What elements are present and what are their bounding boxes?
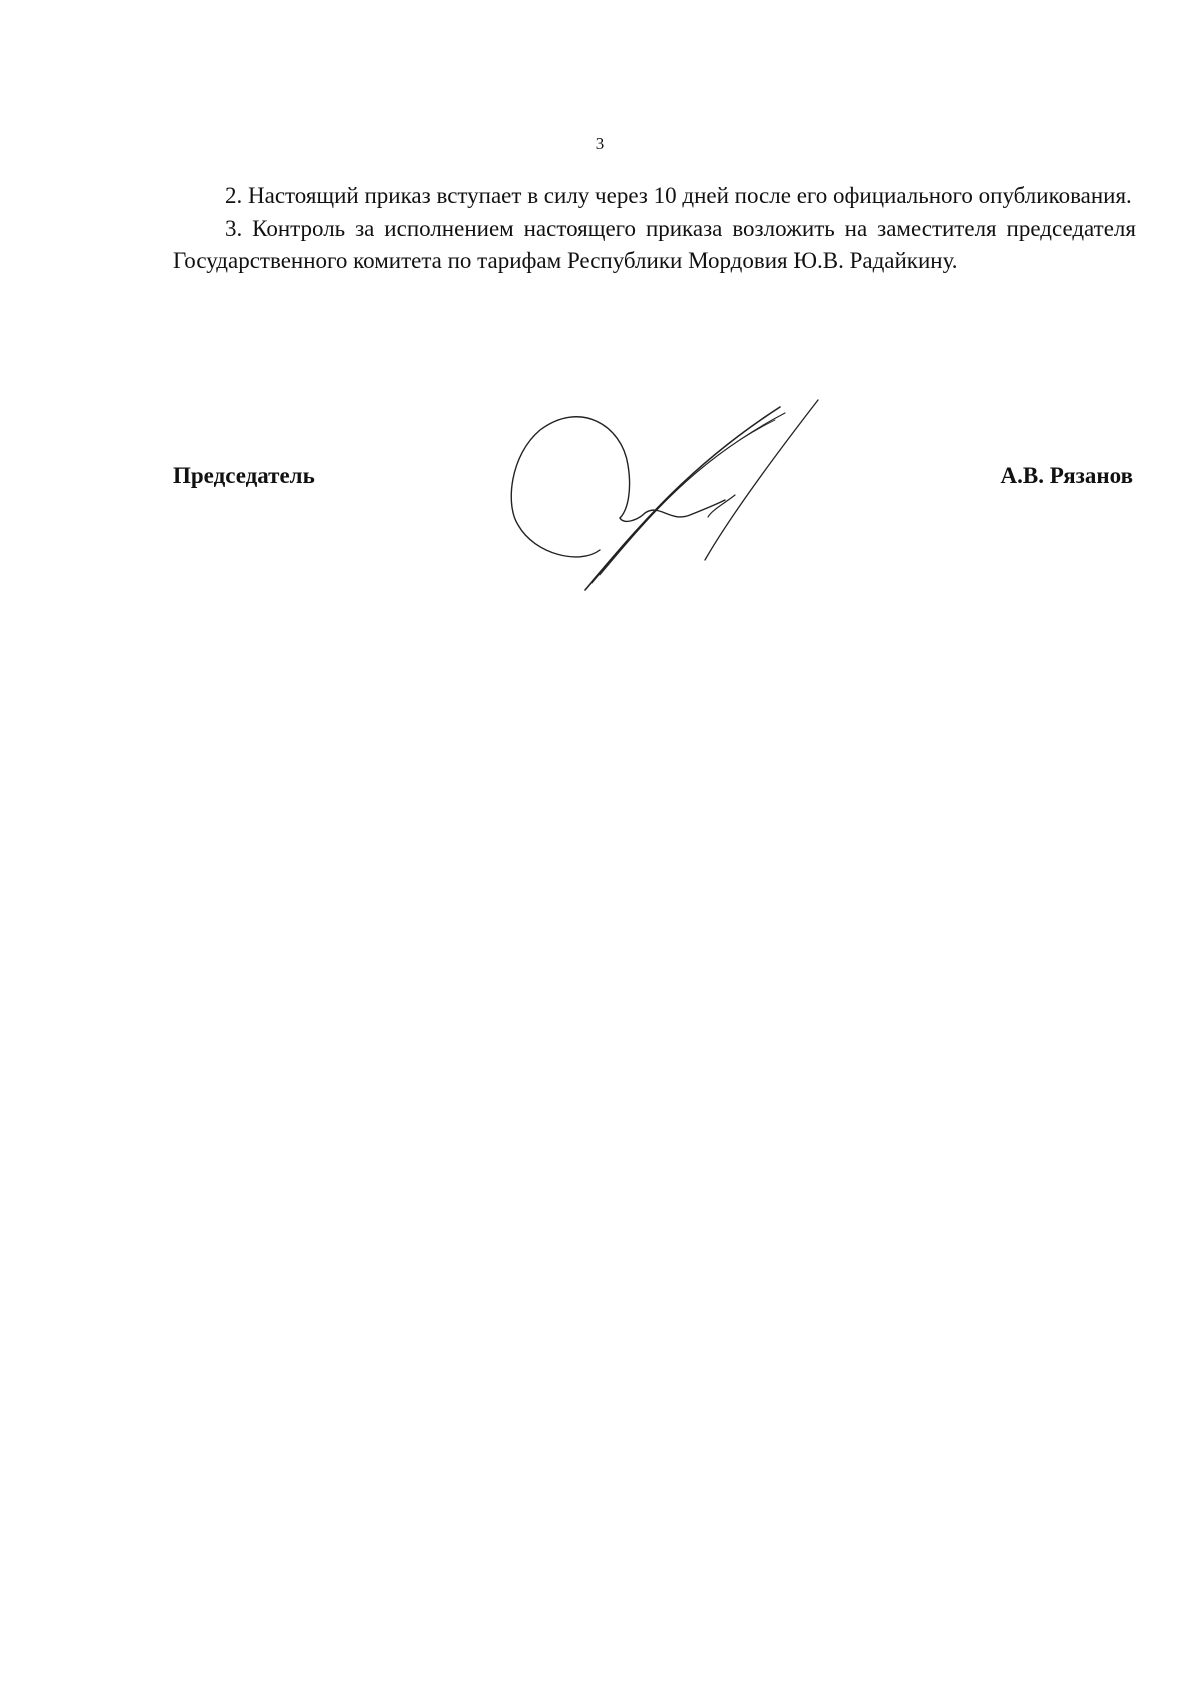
paragraph-control: 3. Контроль за исполнением настоящего приказа возложить на заместителя председателя Государственного комитета по тарифам Республики Мордовия Ю.В. Радайкину. [173, 215, 1136, 273]
page-number: 3 [595, 134, 605, 153]
signatory-name: А.В. Рязанов [1000, 463, 1133, 488]
document-body [173, 180, 1136, 278]
handwritten-signature [500, 395, 840, 595]
paragraph-effective-date: 2. Настоящий приказ вступает в силу через 10 дней после его официального опубликования. [225, 183, 1132, 208]
signatory-title: Председатель [173, 463, 315, 488]
